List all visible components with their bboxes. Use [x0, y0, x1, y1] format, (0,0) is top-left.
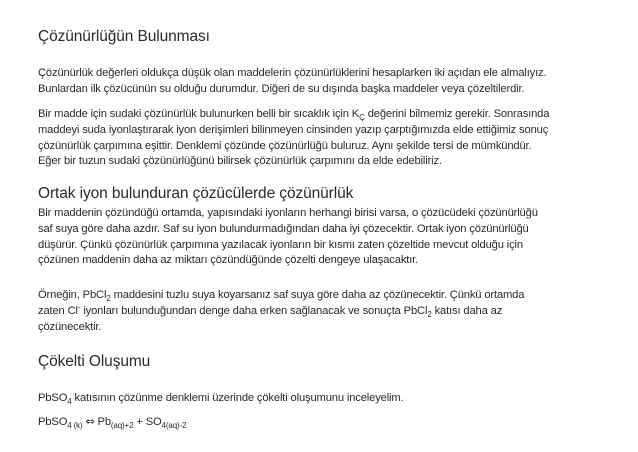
subscript: Ç [359, 113, 365, 122]
subscript: 2 [106, 294, 111, 303]
text-line: değerini bilmemiz gerekir. Sonrasında [364, 108, 550, 120]
paragraph-example-pbcl2 [38, 288, 524, 335]
text-line: çözünen maddenin daha az miktarı çözündüğünde çözelti dengeye ulaşacaktır. [38, 254, 419, 267]
text-line: Eğer bir tuzun sudaki çözünürlüğünü bilirsek çözünürlük çarpımını da elde edebiliriz. [38, 155, 442, 168]
text-line: çözünürlük çarpımına eşittir. Denklemi çözünde çözünürlüğü buluruz. Aynı şekilde tersi de mümkündür. [38, 139, 532, 152]
equilibrium-arrow-icon: ⇔ [85, 415, 95, 428]
text-line: katısının çözünme denklemi üzerinde çökelti oluşumunu inceleyelim. [71, 392, 404, 404]
heading-cokelti-olusumu: Çökelti Oluşumu [38, 353, 151, 370]
text-line: zaten Cl [38, 304, 78, 317]
text-line: maddeyi suda iyonlaştırarak iyon derişimleri bilinmeyen cinsinden yazıp çarptığımızda elde ettiğimiz sonuç [38, 123, 549, 136]
paragraph-ortak-iyon [38, 206, 538, 269]
text-line: Örneğin, PbCl [38, 289, 107, 301]
paragraph-ksp [38, 107, 549, 170]
paragraph-intro [38, 66, 547, 98]
text-line: saf suya göre daha azdır. Saf su iyon bulundurmadığından daha iyi çözecektir. Ortak iyon çözünürlüğü [38, 222, 529, 235]
text-line: düşürür. Çünkü çözünürlük çarpımına yazılacak iyonların bir kısmı zaten çözeltide mevcut olduğu için [38, 238, 523, 251]
paragraph-pbso4 [38, 391, 404, 407]
text-line: iyonları bulunduğundan denge daha erken sağlanacak ve sonuçta PbCl [80, 304, 428, 317]
subscript: 4 [67, 397, 72, 406]
text-line: PbSO [38, 392, 68, 404]
superscript: - [77, 302, 81, 312]
eq-term: SO [145, 416, 162, 428]
text-line: katısı daha az [431, 304, 503, 317]
text-line: Bir madde için sudaki çözünürlük bulunurken belli bir sıcaklık için K [38, 108, 360, 120]
text-line: Çözünürlük değerleri oldukça düşük olan maddelerin çözünürlüklerini hesaplarken iki açıdan ele almalıyız. [38, 67, 547, 79]
subscript: 4(aq)-2 [161, 421, 187, 430]
subscript: 4 (k) [67, 421, 83, 430]
eq-term: PbSO [38, 416, 68, 428]
eq-term: Pb [97, 416, 111, 428]
subscript: (aq)+2 [110, 421, 134, 430]
text-line: çözünecektir. [38, 320, 102, 333]
text-line: Bunlardan ilk çözücünün su olduğu durumdur. Diğeri de su dışında başka maddeler veya çözeltilerdir. [38, 82, 525, 95]
text-line: maddesini tuzlu suya koyarsanız saf suya göre daha az çözünecektir. Çünkü ortamda [110, 289, 525, 301]
text-line: Bir maddenin çözündüğü ortamda, yapısındaki iyonların herhangi birisi varsa, o çözücüdeki çözünürlüğü [38, 207, 538, 219]
subscript: 2 [427, 309, 432, 319]
heading-cozunurlugun-bulunmasi: Çözünürlüğün Bulunması [38, 28, 210, 45]
heading-ortak-iyon: Ortak iyon bulunduran çözücülerde çözünürlük [38, 185, 354, 202]
equation-pbso4 [38, 414, 186, 431]
eq-plus: + [136, 416, 143, 428]
